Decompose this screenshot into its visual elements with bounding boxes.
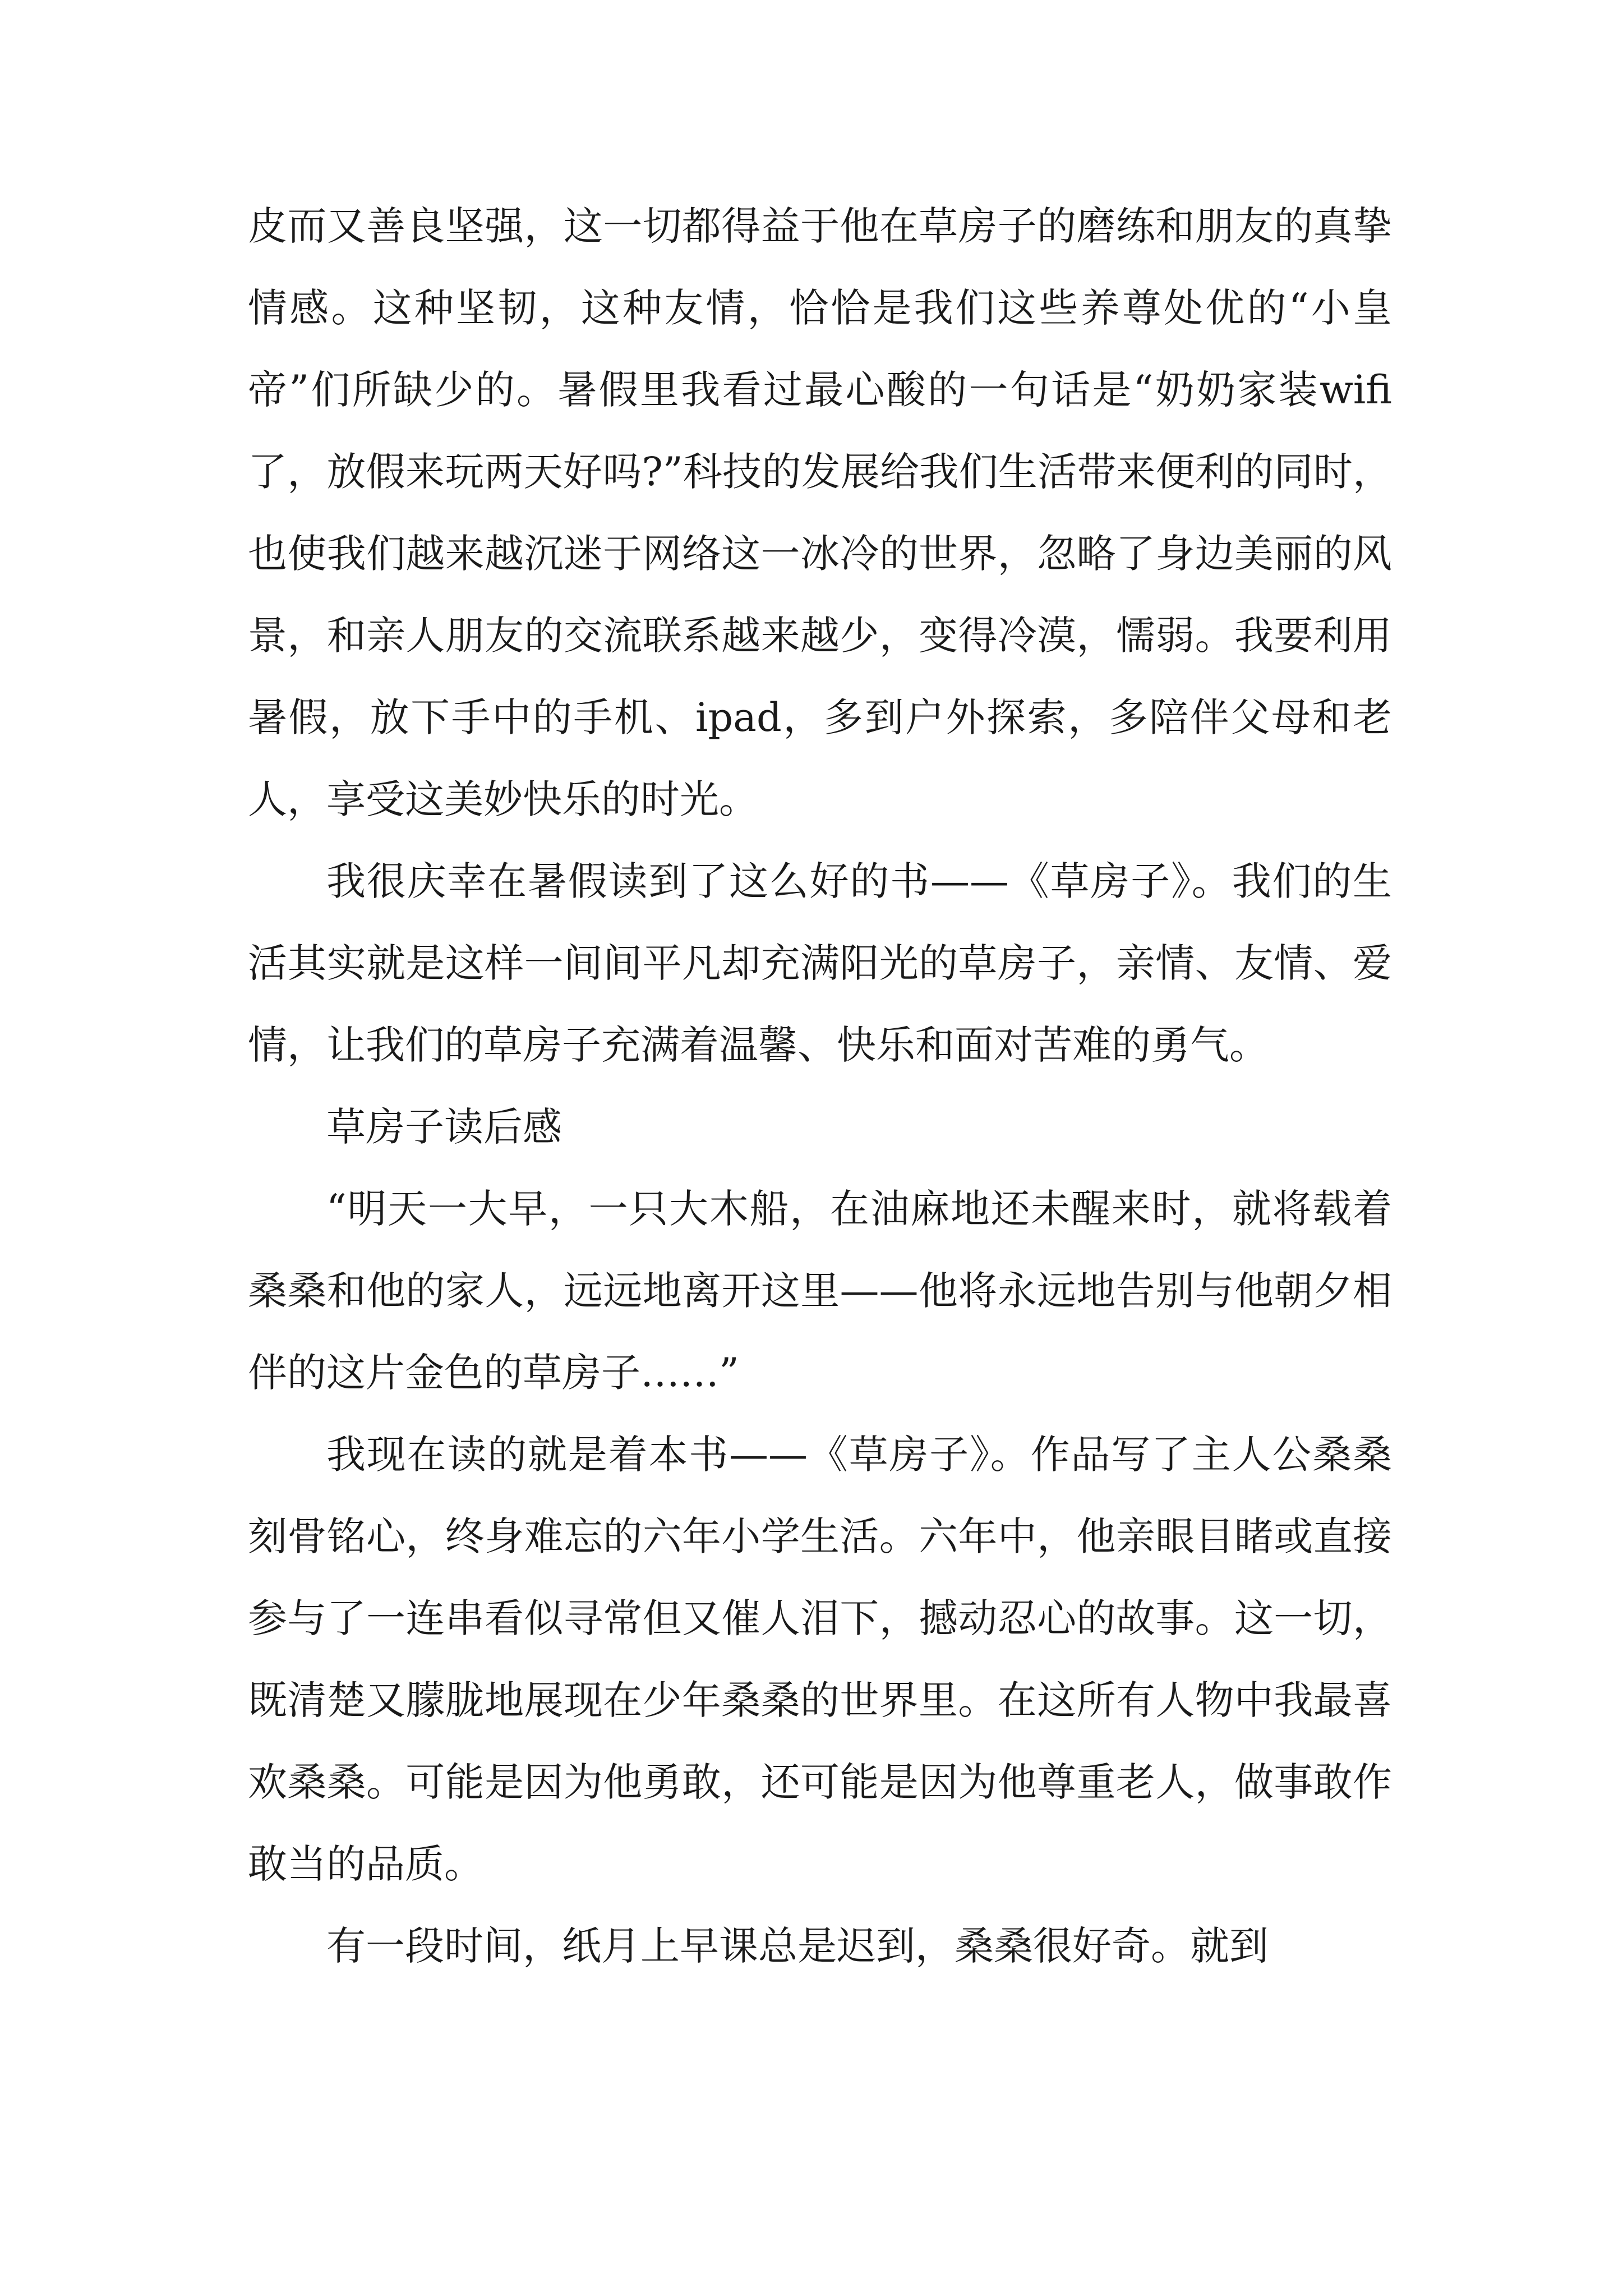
- paragraph-conclusion: 我很庆幸在暑假读到了这么好的书——《草房子》。我们的生活其实就是这样一间间平凡却充满阳光的草房子，亲情、友情、爱情，让我们的草房子充满着温馨、快乐和面对苦难的勇气。: [248, 858, 1392, 1068]
- paragraph-continuation: 皮而又善良坚强，这一切都得益于他在草房子的磨练和朋友的真挚情感。这种坚韧，这种友情，恰恰是我们这些养尊处优的“小皇帝”们所缺少的。暑假里我看过最心酸的一句话是“奶奶家装wifi了，放假来玩两天好吗?”科技的发展给我们生活带来便利的同时，也使我们越来越沉迷于网络这一冰冷的世界，忽略了身边美丽的风景，和亲人朋友的交流联系越来越少，变得冷漠，懦弱。我要利用暑假，放下手中的手机、ipad，多到户外探索，多陪伴父母和老人，享受这美妙快乐的时光。: [248, 203, 1392, 822]
- document-page: [248, 185, 1392, 1987]
- essay-title: 草房子读后感: [326, 1104, 562, 1150]
- paragraph-quote: “明天一大早，一只大木船，在油麻地还未醒来时，就将载着桑桑和他的家人，远远地离开这里——他将永远地告别与他朝夕相伴的这片金色的草房子……”: [248, 1186, 1392, 1396]
- paragraph-intro: 我现在读的就是着本书——《草房子》。作品写了主人公桑桑刻骨铭心，终身难忘的六年小学生活。六年中，他亲眼目睹或直接参与了一连串看似寻常但又催人泪下，撼动忍心的故事。这一切，既清楚又朦胧地展现在少年桑桑的世界里。在这所有人物中我最喜欢桑桑。可能是因为他勇敢，还可能是因为他尊重老人，做事敢作敢当的品质。: [248, 1432, 1392, 1887]
- paragraph-story: 有一段时间，纸月上早课总是迟到，桑桑很好奇。就到: [326, 1923, 1269, 1969]
